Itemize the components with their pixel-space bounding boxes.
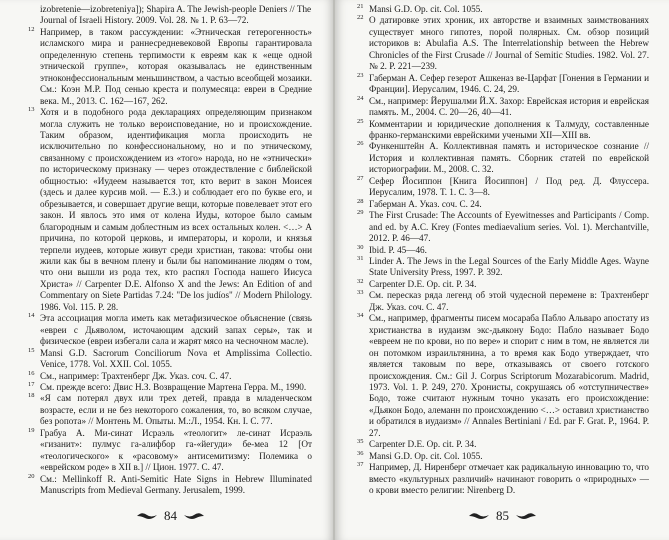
footnote-text: См., например, фрагменты писем мосараба Пабло Альваро апостату из христианства в иудаизм экс-дьякону Бодо: Пабло называет Бодо «евреем не по крови, но по вере» и спорит с ним в том, не является ли он потомком израильтянина, а то время как Бодо утверждает, что является таковым по вере, отказываясь от своего готского происхождения. См.: Gil J. Corpus Scriptorum Mozarabicorum. Madrid, 1973. Vol. 1. P. 249, 270. Хронисты, сокрушаясь об «отступничестве» Бодо, тоже считают нужным точно указать его происхождение: «Дьякон Бодо, алеманн по происхождению <…> оставил христианство и обратился в иудаизм» // Annales Bertiniani / Ed. par F. Grat. P., 1964. P. 27. (369, 313, 652, 438)
footnote-text: См.: Mellinkoff R. Anti-Semitic Hate Signs in Hebrew Illuminated Manuscripts from Medieval Germany. Jerusalem, 1999. (40, 473, 315, 496)
footnote-text: Габерман А. Указ. соч. С. 24. (369, 198, 482, 209)
footnote-20 (28, 472, 315, 497)
footnote-text: Габерман А. Сефер гезерот Ашкеназ ве-Царфат [Гонения в Германии и Франции]. Иерусалим, 1946. С. 24, 29. (369, 72, 652, 95)
footnote-number: 16 (28, 369, 35, 377)
footnote-number: 12 (28, 25, 35, 33)
footnote-13 (28, 106, 315, 313)
footnote-number: 18 (28, 392, 35, 400)
footnote-15 (28, 346, 315, 371)
footnote-29 (357, 209, 652, 244)
footnote-31 (357, 254, 652, 279)
footnote-number: 34 (357, 312, 364, 320)
footnote-number: 24 (357, 94, 364, 102)
footnote-continuation: izobretenie—izobreteniya]); Shapira A. The Jewish-people Deniers // The Journal of Israeli History. 2009. Vol. 28. № 1. P. 63—72. (40, 4, 312, 26)
footnote-number: 17 (28, 380, 35, 388)
footnote-text: Carpenter D.E. Op. cit. P. 34. (369, 439, 477, 450)
ornament-left-icon (468, 511, 490, 521)
footnote-text: Ibid. P. 45—46. (369, 244, 427, 255)
footnote-35 (357, 439, 649, 450)
footnote-text: «Я сам потерял двух или трех детей, правда в младенческом возрасте, если и не без некоторого сожаления, то, во всяком случае, без ропота» // Монтень М. Опыты. М.:Л., 1954. Кн. I. С. 77. (40, 393, 315, 427)
footnote-30 (357, 245, 649, 256)
footnote-number: 31 (357, 254, 364, 262)
footnote-text: Грабуа А. Ми-синат Исраэль «теологит» ле-синат Исраэль «гизанит»: пулмус га-алифбор га-«йегуди» бе-меа 12 [От «теологического» к «расовому» антисемитизму: Полемика о «еврейском роде» в XII в.] // Цион. 1977. С. 47. (40, 427, 315, 473)
footnote-number: 25 (357, 117, 364, 125)
footnote-number: 15 (28, 346, 35, 354)
footnote-text: О датировке этих хроник, их авторстве и взаимных заимствованиях существует много гипотез, порой полярных. См. обзор позиций историков в: Abulafia A.S. The Interrelationship between the Hebrew Chronicles of the First Crusade // Journal of Semitic Studies. 1982. Vol. 27. № 2. P. 221—239. (369, 15, 652, 72)
page-number-84 (136, 508, 205, 524)
footnote-text: Mansi G.D. Op. cit. Col. 1055. (369, 450, 483, 461)
footnote-16 (28, 371, 312, 382)
footnote-number: 26 (357, 140, 364, 148)
footnote-text: Linder A. The Jews in the Legal Sources of the Early Middle Ages. Wayne State University Press, 1997. P. 392. (369, 255, 652, 278)
footnote-14 (28, 312, 315, 347)
footnote-number: 22 (357, 14, 364, 22)
page-number: 85 (496, 508, 509, 523)
left-page-footnotes (28, 4, 315, 496)
page-number: 84 (164, 508, 177, 523)
footnote-26 (357, 140, 652, 175)
footnote-text: Эта ассоциация могла иметь как метафизическое объяснение (связь «евреи с Дьяволом, источающим адский запах серы», так и физическое (евреи избегали сала и жарят мясо на чесночном масле). (40, 313, 315, 347)
footnote-text: Mansi G.D. Sacrorum Conciliorum Nova et Amplissima Collectio. Venice, 1778. Vol. XXII. Col. 1055. (40, 347, 315, 370)
right-page-footnotes (357, 3, 652, 496)
footnote-text: Например, Д. Ниренберг отмечает как радикальную инновацию то, что вместо «культурных различий» начинают говорить о «природных» — о крови вместо религии: Nirenberg D. (369, 462, 652, 496)
footnote-22 (357, 14, 652, 72)
footnote-number: 27 (357, 174, 364, 182)
footnote-number: 32 (357, 277, 364, 285)
page-number-85 (468, 508, 537, 524)
footnote-28 (357, 199, 649, 210)
footnote-24 (357, 94, 652, 119)
footnote-36 (357, 451, 649, 462)
footnote-12 (28, 25, 315, 107)
footnote-25 (357, 117, 652, 142)
left-page (0, 0, 334, 540)
footnote-27 (357, 174, 652, 199)
footnote-text: Carpenter D.E. Op. cit. P. 34. (369, 278, 477, 289)
footnote-37 (357, 461, 652, 496)
footnote-21 (357, 4, 649, 15)
footnote-number: 29 (357, 209, 364, 217)
footnote-text: The First Crusade: The Accounts of Eyewitnesses and Participants / Comp. and ed. by A.C. Krey (Fontes mediaevalium series. Vol. 1). Merchantville, 2012. P. 46—47. (369, 210, 652, 244)
footnote-text: Например, в таком рассуждении: «Этническая гетерогенность» исламского мира и раннесредневековой Европы гарантировала определенную степень терпимости к евреям как к «еще одной этнической группе», которая оказывалась не единственным этноконфессиональным меньшинством, а частью всеобщей мозаики. См.: Коэн М.Р. Под сенью креста и полумесяца: евреи в Средние века. М., 2013. С. 162—167, 262. (40, 26, 315, 106)
footnote-number: 14 (28, 312, 35, 320)
footnote-number: 19 (28, 426, 35, 434)
footnote-number: 30 (357, 243, 364, 251)
footnote-text: См., например: Трахтенберг Дж. Указ. соч. С. 47. (40, 370, 232, 381)
footnote-17 (28, 382, 312, 393)
footnote-number: 13 (28, 106, 35, 114)
footnote-text: Комментарии и юридические дополнения к Талмуду, составленные франко-германскими еврейскими учеными XII—XIII вв. (369, 118, 652, 140)
footnote-text: Хотя и в подобного рода декларациях определяющим признаком могла служить не только вероисповедание, но и происхождение. Таким образом, идентификация могла происходить не исключительно по конфессиональному, но и по этническому, связанному с происхождением из «того» народа, но не «этнически» по историческому признаку — через отождествление с библейской общностью: «Иудеем называется тот, кто верит в закон Моисея (здесь и далее курсив мой. — Е.З.) и соблюдает его по букве его, и обрезывается, и совершает другие вещи, которые повелевает этот его закон. И явлось это имя от колена Иуды, которое было самым благородным и самым доблестным из всех остальных колен. <…> А причина, по которой церковь, и императоры, и короли, и князья терпели иудеев, которые живут среди христиан, такова: чтобы они жили как бы в вечном плену и были бы напоминание людям о том, что они вышли из рода тех, кто распял Господа нашего Иисуса Христа» // Carpenter D.E. Alfonso X and the Jews: An Edition of and Commentary on Siete Partidas 7.24: "De los judíos" // Modern Philology. 1986. Vol. 115. P. 28. (40, 107, 315, 312)
footnote-33 (357, 289, 652, 313)
footnote-number: 28 (357, 197, 364, 205)
right-page (335, 0, 669, 540)
footnote-23 (357, 71, 652, 96)
footnote-number: 35 (357, 438, 364, 446)
footnote-text: Сефер Йосиппон [Книга Йосиппон] / Под ред. Д. Флуссера. Иерусалим, 1978. Т. 1. С. 3—8. (369, 175, 652, 198)
footnote-number: 36 (357, 449, 364, 457)
ornament-right-icon (515, 511, 537, 521)
footnote-text: Функенштейн А. Коллективная память и историческое сознание // История и коллективная память. Сборник статей по еврейской историографии. М., 2008. С. 32. (369, 141, 652, 175)
footnote-text: См. пересказ ряда легенд об этой чудесной перемене в: Трахтенберг Дж. Указ. соч. С. 47. (369, 290, 652, 312)
footnote-text: См., например: Йерушалми Й.Х. Захор: Еврейская история и еврейская память. М., 2004. С. 20—26, 40—41. (369, 95, 652, 118)
footnote-19 (28, 426, 315, 474)
footnote-number: 23 (357, 71, 364, 79)
footnote-number: 37 (357, 461, 364, 469)
footnote-34 (357, 312, 652, 439)
ornament-left-icon (136, 511, 158, 521)
footnote-text: См. прежде всего: Двис Н.З. Возвращение Мартена Герра. М., 1990. (40, 381, 307, 392)
ornament-right-icon (183, 511, 205, 521)
footnote-text: Mansi G.D. Op. cit. Col. 1055. (369, 4, 483, 14)
footnote-number: 20 (28, 472, 35, 480)
footnote-number: 33 (357, 289, 364, 297)
footnote-32 (357, 279, 649, 290)
footnote-number: 21 (357, 3, 364, 10)
footnote-18 (28, 392, 315, 427)
